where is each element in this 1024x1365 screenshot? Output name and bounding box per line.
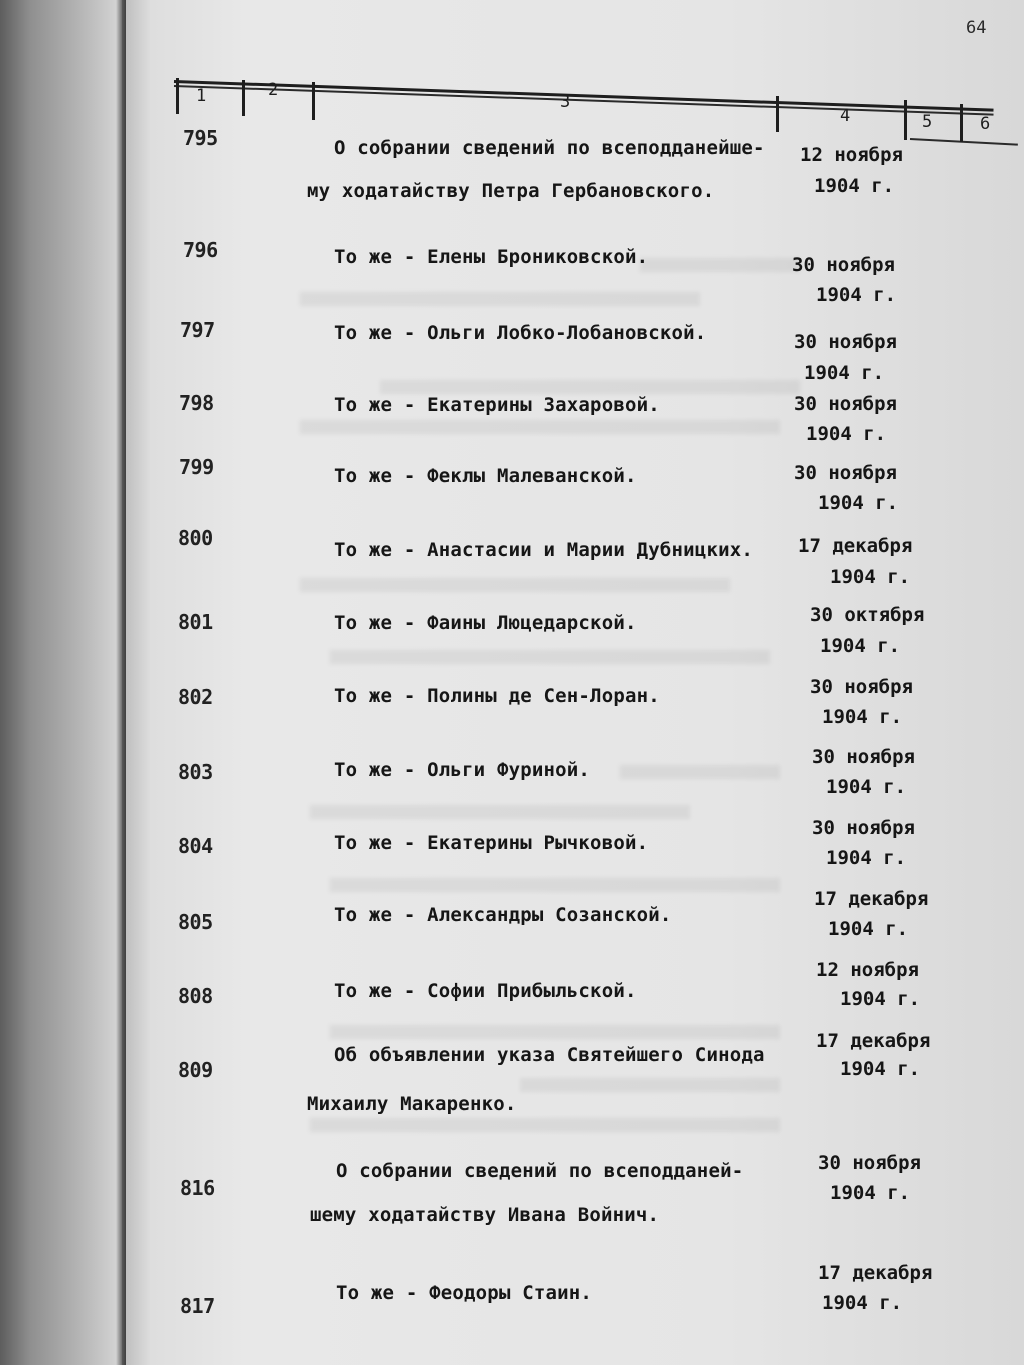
entry-number: 805 xyxy=(178,910,213,934)
entry-title: Михаилу Макаренко. xyxy=(307,1093,517,1115)
entry-date: 1904 г. xyxy=(804,362,885,384)
entry-number: 802 xyxy=(178,685,213,709)
show-through-text xyxy=(300,420,780,434)
header-rule-bottom xyxy=(910,138,1018,146)
entry-date: 1904 г. xyxy=(826,847,907,869)
entry-title: То же - Феодоры Стаин. xyxy=(336,1282,593,1304)
header-rule-top xyxy=(174,85,994,116)
show-through-text xyxy=(310,1118,780,1132)
entry-date: 30 ноября xyxy=(812,746,915,768)
header-divider xyxy=(176,78,179,114)
show-through-text xyxy=(330,1025,780,1039)
entry-title: То же - Александры Созанской. xyxy=(334,904,672,926)
show-through-text xyxy=(330,878,780,892)
entry-date: 17 декабря xyxy=(818,1262,933,1284)
left-page-edge xyxy=(0,0,122,1365)
entry-title: То же - Анастасии и Марии Дубницких. xyxy=(334,539,754,561)
entry-title: То же - Елены Брониковской. xyxy=(334,246,649,268)
entry-title: О собрании сведений по всеподданей- xyxy=(336,1160,744,1182)
entry-date: 30 ноября xyxy=(794,331,897,353)
entry-number: 799 xyxy=(179,455,214,479)
entry-date: 1904 г. xyxy=(822,706,903,728)
entry-title: То же - Феклы Малеванской. xyxy=(334,465,637,487)
entry-date: 1904 г. xyxy=(830,1182,911,1204)
entry-number: 796 xyxy=(183,238,218,262)
show-through-text xyxy=(300,578,730,592)
entry-date: 30 ноября xyxy=(818,1152,921,1174)
entry-date: 1904 г. xyxy=(818,492,899,514)
entry-date: 1904 г. xyxy=(820,635,901,657)
entry-date: 30 ноября xyxy=(794,393,897,415)
entry-number: 804 xyxy=(178,834,213,858)
header-divider xyxy=(312,82,315,120)
entry-date: 1904 г. xyxy=(826,776,907,798)
column-header-4: 4 xyxy=(840,106,851,126)
header-divider xyxy=(904,100,907,140)
entry-number: 798 xyxy=(179,391,214,415)
entry-number: 817 xyxy=(180,1294,215,1318)
entry-title: О собрании сведений по всеподданейше- xyxy=(334,137,765,159)
entry-date: 1904 г. xyxy=(828,918,909,940)
entry-date: 1904 г. xyxy=(822,1292,903,1314)
column-header-3: 3 xyxy=(560,92,571,112)
show-through-text xyxy=(330,650,770,664)
entry-date: 30 ноября xyxy=(794,462,897,484)
entry-number: 803 xyxy=(178,760,213,784)
entry-title: му ходатайству Петра Гербановского. xyxy=(307,180,715,202)
entry-date: 1904 г. xyxy=(830,566,911,588)
entry-date: 12 ноября xyxy=(816,959,919,981)
entry-number: 800 xyxy=(178,526,213,550)
show-through-text xyxy=(640,258,800,272)
entry-date: 1904 г. xyxy=(840,1058,921,1080)
header-divider xyxy=(776,96,779,132)
entry-date: 30 ноября xyxy=(792,254,895,276)
entry-date: 12 ноября xyxy=(800,144,903,166)
entry-date: 1904 г. xyxy=(814,175,895,197)
entry-date: 30 ноября xyxy=(810,676,913,698)
show-through-text xyxy=(620,765,780,779)
show-through-text xyxy=(520,1078,780,1092)
column-header-1: 1 xyxy=(196,86,207,106)
show-through-text xyxy=(300,292,700,306)
header-divider xyxy=(960,104,963,142)
header-divider xyxy=(242,80,245,116)
entry-title: То же - Софии Прибыльской. xyxy=(334,980,637,1002)
entry-title: Об объявлении указа Святейшего Синода xyxy=(334,1044,765,1066)
entry-number: 808 xyxy=(178,984,213,1008)
entry-title: То же - Екатерины Рычковой. xyxy=(334,832,649,854)
entry-title: То же - Полины де Сен-Лоран. xyxy=(334,685,660,707)
entry-title: шему ходатайству Ивана Войнич. xyxy=(310,1204,660,1226)
entry-date: 30 октября xyxy=(810,604,925,626)
column-header-2: 2 xyxy=(268,80,279,100)
show-through-text xyxy=(310,805,690,819)
entry-number: 809 xyxy=(178,1058,213,1082)
entry-date: 17 декабря xyxy=(798,535,913,557)
column-header-5: 5 xyxy=(922,112,933,132)
page-number: 64 xyxy=(966,18,987,38)
entry-title: То же - Ольги Фуриной. xyxy=(334,759,591,781)
entry-date: 17 декабря xyxy=(816,1030,931,1052)
entry-title: То же - Екатерины Захаровой. xyxy=(334,394,660,416)
entry-number: 795 xyxy=(183,126,218,150)
entry-date: 30 ноября xyxy=(812,817,915,839)
entry-date: 1904 г. xyxy=(840,988,921,1010)
entry-title: То же - Фаины Люцедарской. xyxy=(334,612,637,634)
header-rule-top xyxy=(174,80,994,112)
entry-date: 1904 г. xyxy=(806,423,887,445)
entry-number: 801 xyxy=(178,610,213,634)
entry-title: То же - Ольги Лобко-Лобановской. xyxy=(334,322,707,344)
entry-number: 797 xyxy=(180,318,215,342)
column-header-6: 6 xyxy=(980,114,991,134)
entry-number: 816 xyxy=(180,1176,215,1200)
entry-date: 1904 г. xyxy=(816,284,897,306)
show-through-text xyxy=(380,380,800,394)
entry-date: 17 декабря xyxy=(814,888,929,910)
